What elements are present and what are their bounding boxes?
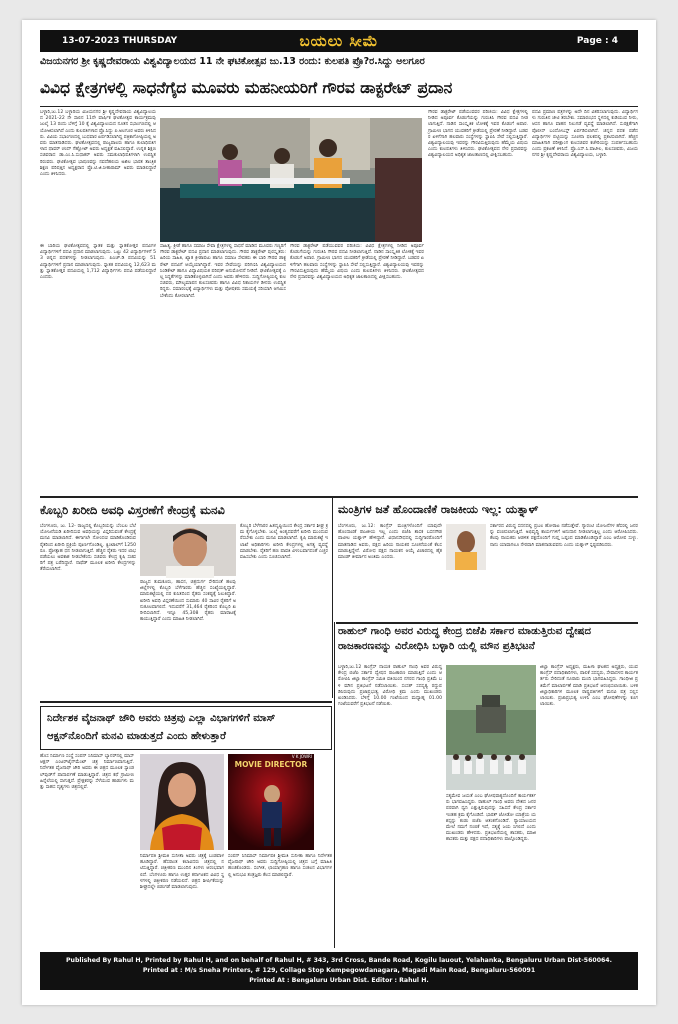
imprint-footer: [40, 952, 638, 990]
issue-date: 13-07-2023 THURSDAY: [62, 36, 178, 46]
divider: [40, 701, 332, 703]
article-text: ಸತ್ಯಮೇವ ಜಯತೆ ಎಂಬ ಘೋಷವಾಕ್ಯದೊಂದಿಗೆ ಕಾರ್ಯಕರ್ತರು ಭಾಗವಹಿಸಿದ್ದರು. ರಾಹುಲ್ ಗಾಂಧಿ ಅವರು ದೇಶದ ಜನರ ಪರವಾಗಿ ಧ್ವನಿ ಎತ್ತುತ್ತಿರುವುದನ್ನು ಸಹಿಸದೆ ಕೇಂದ್ರ ಸರ್ಕಾರ ಇಂತಹ ಕ್ರಮ ಕೈಗೊಂಡಿದೆ. ಭಾರತ್ ಜೋಡೋ ಯಾತ್ರೆಯ ಯಶಸ್ಸನ್ನು ಕಂಡು ಬಿಜೆಪಿ ಆತಂಕಗೊಂಡಿದೆ. ನ್ಯಾಯಾಲಯದ ಮೇಲೆ ನಮಗೆ ನಂಬಿಕೆ ಇದೆ, ಸತ್ಯಕ್ಕೆ ಜಯ ಸಿಗಲಿದೆ ಎಂದು ಮುಖಂಡರು ಹೇಳಿದರು. ಪ್ರತಿಭಟನೆಯಲ್ಲಿ ಶಾಸಕರು, ಮಾಜಿ ಶಾಸಕರು ಮತ್ತು ಪಕ್ಷದ ಪದಾಧಿಕಾರಿಗಳು ಪಾಲ್ಗೊಂಡಿದ್ದರು.: [446, 794, 538, 843]
divider: [332, 498, 333, 698]
producer-portrait: [140, 754, 224, 850]
poster-label: MOVIE DIRECTOR: [234, 760, 308, 769]
divider: [334, 622, 335, 948]
kobbari-photo: [140, 524, 236, 576]
director-poster: [228, 754, 314, 850]
article-text: ಹೊಸ ನಿರ್ಮಾಣ ಸಂಸ್ಥೆ ಸಂಪನ್ ಸಿನಿಮಾಸ್ ಬ್ಯಾನರ್‌ನಲ್ಲಿ ಮಾಸ್ ಆಕ್ಷನ್ ಎಂಟರ್‌ಟೈನ್‌ಮೆಂಟ್ ಚಿತ್ರ ನಿರ್ಮಾಣವಾಗುತ್ತಿದೆ. ನಿರ್ದೇಶಕ ವೈಜನಾಥ್ ಜೌರಿ ಅವರು ಈ ಚಿತ್ರದ ಮೂಲಕ ಸ್ಯಾಂಡಲ್‌ವುಡ್‌ಗೆ ಪಾದಾರ್ಪಣೆ ಮಾಡುತ್ತಿದ್ದಾರೆ. ಚಿತ್ರದ ಕಥೆ ಗ್ರಾಮೀಣ ಹಿನ್ನೆಲೆಯಲ್ಲಿ ಸಾಗುತ್ತದೆ. ಪ್ರೇಕ್ಷಕರನ್ನು ಸೆಳೆಯುವ ಹಾಡುಗಳು ಮತ್ತು ಸಾಹಸ ದೃಶ್ಯಗಳು ಚಿತ್ರದಲ್ಲಿವೆ.: [40, 754, 136, 791]
protest-image: [446, 665, 536, 790]
yatnal-headline: ಮಂತ್ರಿಗಳ ಜತೆ ಹೊಂದಾಣಿಕೆ ರಾಜಕೀಯ ಇಲ್ಲ: ಯತ್ನಾಳ್: [338, 503, 539, 516]
kobbari-column: [40, 524, 136, 700]
article-text: ಬೆಂಗಳೂರು, ಜು.12: ಕಾಂಗ್ರೆಸ್ ಮಂತ್ರಿಗಳೊಂದಿಗೆ ಯಾವುದೇ ಹೊಂದಾಣಿಕೆ ರಾಜಕೀಯ ಇಲ್ಲ ಎಂದು ಬಿಜೆಪಿ ಶಾಸಕ ಬಸನಗೌಡ ಪಾಟೀಲ ಯತ್ನಾಳ್ ಹೇಳಿದ್ದಾರೆ. ವಿಧಾನಸೌಧದಲ್ಲಿ ಸುದ್ದಿಗಾರರೊಂದಿಗೆ ಮಾತನಾಡಿದ ಅವರು, ಪಕ್ಷದ ಹಿರಿಯ ನಾಯಕರ ಸೂಚನೆಯಂತೆ ಕೆಲಸ ಮಾಡುತ್ತಿದ್ದೇನೆ. ವಿರೋಧ ಪಕ್ಷದ ನಾಯಕನ ಆಯ್ಕೆ ವಿಚಾರದಲ್ಲಿ ಹೈಕಮಾಂಡ್ ತೀರ್ಮಾನ ಅಂತಿಮ ಎಂದರು.: [338, 524, 444, 561]
top-story-column: [290, 244, 424, 492]
director-column: [40, 754, 134, 948]
director-column: [140, 854, 224, 948]
rahul-photo: [446, 665, 536, 790]
top-story-column: [160, 244, 286, 492]
imprint-line: Printed At : Bengaluru Urban Dist. Editor : Rahul H.: [249, 977, 429, 984]
rahul-column: [446, 794, 536, 947]
newspaper-logo: ಬಯಲು ಸೀಮೆ: [299, 32, 379, 50]
article-text: ಸರ್ಕಾರದ ವಿರುದ್ಧ ಸದನದಲ್ಲಿ ಪ್ರಬಲ ಹೋರಾಟ ನಡೆಸುತ್ತೇವೆ. ಗ್ಯಾರಂಟಿ ಯೋಜನೆಗಳ ಹೆಸರಲ್ಲಿ ಜನರನ್ನು ವಂಚಿಸಲಾಗುತ್ತಿದೆ. ಅಭಿವೃದ್ಧಿ ಕಾರ್ಯಗಳಿಗೆ ಅನುದಾನ ನೀಡಲಾಗುತ್ತಿಲ್ಲ ಎಂದು ಆರೋಪಿಸಿದರು. ಕೆಲವು ನಾಯಕರು ಆಡಳಿತ ಪಕ್ಷದೊಂದಿಗೆ ಗುಪ್ತ ಒಪ್ಪಂದ ಮಾಡಿಕೊಂಡಿದ್ದಾರೆ ಎಂಬ ಆರೋಪ ಸುಳ್ಳು. ನಾನು ಯಾವಾಗಲೂ ನೇರವಾಗಿ ಮಾತನಾಡುವವನು ಎಂದು ಯತ್ನಾಳ್ ಸ್ಪಷ್ಟಪಡಿಸಿದರು.: [490, 524, 640, 548]
kobbari-column: [240, 524, 328, 700]
divider: [336, 622, 638, 624]
top-story-headline: ವಿವಿಧ ಕ್ಷೇತ್ರಗಳಲ್ಲಿ ಸಾಧನೆಗೈದ ಮೂವರು ಮಹನೀಯರಿಗೆ ಗೌರವ ಡಾಕ್ಟರೇಟ್ ಪ್ರದಾನ: [40, 79, 453, 97]
divider: [40, 496, 638, 498]
article-text: ನಿರ್ಮಾಪಕಿ ಶ್ರೀಮತಿ ಸುನೀತಾ ಅವರು ಚಿತ್ರಕ್ಕೆ ಬಂಡವಾಳ ಹೂಡಿದ್ದಾರೆ. ಹೆಸರಾಂತ ಕಲಾವಿದರು ಚಿತ್ರದಲ್ಲಿ ನಟಿಸುತ್ತಿದ್ದಾರೆ. ಚಿತ್ರೀಕರಣ ಮುಂದಿನ ತಿಂಗಳು ಆರಂಭವಾಗಲಿದೆ. ಬೆಂಗಳೂರು ಹಾಗೂ ಉತ್ತರ ಕರ್ನಾಟಕದ ವಿವಿಧ ಸ್ಥಳಗಳಲ್ಲಿ ಚಿತ್ರೀಕರಣ ನಡೆಯಲಿದೆ. ಚಿತ್ರದ ಶೀರ್ಷಿಕೆಯನ್ನು ಶೀಘ್ರದಲ್ಲೇ ಬಿಡುಗಡೆ ಮಾಡಲಾಗುವುದು.: [140, 854, 226, 891]
top-story-column: [40, 110, 156, 238]
article-text: ಜಿಲ್ಲಾ ಕಾಂಗ್ರೆಸ್ ಅಧ್ಯಕ್ಷರು, ಮಹಿಳಾ ಘಟಕದ ಅಧ್ಯಕ್ಷರು, ಯುವ ಕಾಂಗ್ರೆಸ್ ಪದಾಧಿಕಾರಿಗಳು, ಪಾಲಿಕೆ ಸದಸ್ಯರು, ಸೇವಾದಳದ ಕಾರ್ಯಕರ್ತರು ಸೇರಿದಂತೆ ನೂರಾರು ಮಂದಿ ಭಾಗವಹಿಸಿದ್ದರು. ಗಾಂಧೀಜಿ ಪ್ರತಿಮೆಗೆ ಮಾಲಾರ್ಪಣೆ ಮಾಡಿ ಪ್ರತಿಭಟನೆ ಆರಂಭಿಸಲಾಯಿತು. ಬಳಿಕ ಜಿಲ್ಲಾಧಿಕಾರಿಗಳ ಮೂಲಕ ರಾಷ್ಟ್ರಪತಿಗಳಿಗೆ ಮನವಿ ಪತ್ರ ಸಲ್ಲಿಸಲಾಯಿತು. ಪ್ರಜಾಪ್ರಭುತ್ವ ಉಳಿಸಿ ಎಂಬ ಘೋಷಣೆಗಳನ್ನು ಕೂಗಲಾಯಿತು.: [540, 665, 640, 708]
yatnal-column: [338, 524, 442, 620]
rahul-headline: ರಾಹುಲ್ ಗಾಂಧಿ ಅವರ ವಿರುದ್ಧ ಕೇಂದ್ರ ಬಿಜೆಪಿ ಸರ್ಕಾರ ಮಾಡುತ್ತಿರುವ ದ್ವೇಷದ ರಾಜಕಾರಣವನ್ನು ವಿರೋಧಿಸಿ ಬಳ್ಳಾರಿ ಯಲ್ಲಿ ಮೌನ ಪ್ರತಿಭಟನೆ: [338, 626, 592, 652]
kobbari-headline: ಕೊಬ್ಬರಿ ಖರೀದಿ ಅವಧಿ ವಿಸ್ತರಣೆಗೆ ಕೇಂದ್ರಕ್ಕೆ ಮನವಿ: [40, 503, 225, 517]
yatnal-portrait: [446, 524, 486, 570]
article-text: ಈ ಬಾರಿಯ ಘಟಿಕೋತ್ಸವದಲ್ಲಿ ಸ್ನಾತಕ ಮತ್ತು ಸ್ನಾತಕೋತ್ತರ ಪದವಿಗಳ ವಿದ್ಯಾರ್ಥಿಗಳಿಗೆ ಪದವಿ ಪ್ರದಾನ ಮಾಡಲಾಗುವುದು. ಒಟ್ಟು 42 ವಿದ್ಯಾರ್ಥಿಗಳಿಗೆ 53 ಚಿನ್ನದ ಪದಕಗಳನ್ನು ನೀಡಲಾಗುವುದು. ಪಿಎಚ್.ಡಿ ಪದವಿಯನ್ನು 51 ವಿದ್ಯಾರ್ಥಿಗಳಿಗೆ ಪ್ರದಾನ ಮಾಡಲಾಗುವುದು. ಸ್ನಾತಕ ಪದವಿಯಲ್ಲಿ 12,623 ಮತ್ತು ಸ್ನಾತಕೋತ್ತರ ಪದವಿಯಲ್ಲಿ 1,712 ವಿದ್ಯಾರ್ಥಿಗಳು ಪದವಿ ಪಡೆಯಲಿದ್ದಾರೆ ಎಂದರು.: [40, 244, 158, 281]
masthead: [40, 30, 638, 52]
article-text: ಗೌರವ ಡಾಕ್ಟರೇಟ್ ಪಡೆಯುವವರ ಪರಿಚಯ: ವಿವಿಧ ಕ್ಷೇತ್ರಗಳಲ್ಲಿ ನೀಡಿದ ಅಪೂರ್ವ ಕೊಡುಗೆಯನ್ನು ಗುರುತಿಸಿ ಗೌರವ ಪದವಿ ನೀಡಲಾಗುತ್ತಿದೆ. ನಾಡಿನ ಸಾಂಸ್ಕೃತಿಕ ಲೋಕಕ್ಕೆ ಇವರ ಕೊಡುಗೆ ಅಪಾರ. ಗ್ರಾಮೀಣ ಭಾಗದ ಯುವಕರಿಗೆ ಕ್ರೀಡೆಯಲ್ಲಿ ಪ್ರೇರಣೆ ನೀಡಿದ್ದಾರೆ. ಬಡವರ ಏಳಿಗೆಗಾಗಿ ಹಲವಾರು ಸಂಸ್ಥೆಗಳನ್ನು ಸ್ಥಾಪಿಸಿ ಸೇವೆ ಸಲ್ಲಿಸುತ್ತಿದ್ದಾರೆ. ವಿಶ್ವವಿದ್ಯಾಲಯವು ಇವರನ್ನು ಗೌರವಿಸುತ್ತಿರುವುದು ಹೆಮ್ಮೆಯ ವಿಷಯ ಎಂದು ಕುಲಪತಿಗಳು ತಿಳಿಸಿದರು. ಘಟಿಕೋತ್ಸವದ ನೇರ ಪ್ರಸಾರವನ್ನು ವಿಶ್ವವಿದ್ಯಾಲಯದ ಅಧಿಕೃತ ಜಾಲತಾಣದಲ್ಲಿ ವೀಕ್ಷಿಸಬಹುದು.: [290, 244, 426, 281]
top-story-column: [40, 244, 156, 492]
article-text: ಸಾಹಿತ್ಯ, ಕ್ರೀಡೆ ಹಾಗೂ ಸಮಾಜ ಸೇವಾ ಕ್ಷೇತ್ರಗಳಲ್ಲಿ ಸಾಧನೆ ಮಾಡಿದ ಮೂವರು ಗಣ್ಯರಿಗೆ ಗೌರವ ಡಾಕ್ಟರೇಟ್ ಪದವಿ ಪ್ರದಾನ ಮಾಡಲಾಗುವುದು. ಗೌರವ ಡಾಕ್ಟರೇಟ್ ಪುರಸ್ಕೃತರು: ಹಿರಿಯ ಸಾಹಿತಿ, ಖ್ಯಾತ ಕ್ರೀಡಾಪಟು ಹಾಗೂ ಸಮಾಜ ಸೇವಕರು ಈ ಬಾರಿ ಗೌರವ ಡಾಕ್ಟರೇಟ್ ಪದವಿಗೆ ಆಯ್ಕೆಯಾಗಿದ್ದಾರೆ. ಇವರ ಸೇವೆಯನ್ನು ಪರಿಗಣಿಸಿ ವಿಶ್ವವಿದ್ಯಾಲಯದ ಸಿಂಡಿಕೇಟ್ ಹಾಗೂ ವಿದ್ಯಾವಿಷಯಕ ಪರಿಷತ್ ಅನುಮೋದನೆ ನೀಡಿದೆ. ಘಟಿಕೋತ್ಸವಕ್ಕೆ ಎಲ್ಲ ಸಿದ್ಧತೆಗಳನ್ನು ಮಾಡಿಕೊಳ್ಳಲಾಗಿದೆ ಎಂದು ಅವರು ಹೇಳಿದರು. ಸುದ್ದಿಗೋಷ್ಠಿಯಲ್ಲಿ ಕುಲಸಚಿವರು, ಮೌಲ್ಯಮಾಪನ ಕುಲಸಚಿವರು ಹಾಗೂ ವಿವಿಧ ನಿಕಾಯಗಳ ಡೀನರು ಉಪಸ್ಥಿತರಿದ್ದರು. ಸಮಾರಂಭಕ್ಕೆ ವಿದ್ಯಾರ್ಥಿಗಳು ಮತ್ತು ಪೋಷಕರು ಸಮಯಕ್ಕೆ ಸರಿಯಾಗಿ ಆಗಮಿಸಬೇಕೆಂದು ಕೋರಲಾಗಿದೆ.: [160, 244, 288, 299]
article-text: ರಾಜ್ಯದ ತುಮಕೂರು, ಹಾಸನ, ಚಿತ್ರದುರ್ಗ ಸೇರಿದಂತೆ ಹಲವು ಜಿಲ್ಲೆಗಳಲ್ಲಿ ಕೊಬ್ಬರಿ ಬೆಳೆಗಾರರು ಹೆಚ್ಚಿನ ಸಂಖ್ಯೆಯಲ್ಲಿದ್ದಾರೆ. ಮಾರುಕಟ್ಟೆಯಲ್ಲಿ ದರ ಕುಸಿತದಿಂದ ರೈತರು ಸಂಕಷ್ಟಕ್ಕೆ ಸಿಲುಕಿದ್ದಾರೆ. ಖರೀದಿ ಅವಧಿ ವಿಸ್ತರಣೆಯಿಂದ ಸುಮಾರು 40 ಸಾವಿರ ರೈತರಿಗೆ ಅನುಕೂಲವಾಗಲಿದೆ. ಇದುವರೆಗೆ 31,464 ರೈತರಿಂದ ಕೊಬ್ಬರಿ ಖರೀದಿಸಲಾಗಿದೆ. ಇನ್ನೂ 45,308 ರೈತರು ಮಾರಾಟಕ್ಕೆ ಕಾಯುತ್ತಿದ್ದಾರೆ ಎಂದು ಮಾಹಿತಿ ನೀಡಲಾಗಿದೆ.: [140, 580, 238, 623]
rahul-column: [540, 665, 638, 947]
page-number: Page : 4: [576, 36, 618, 46]
imprint-line: Printed at : M/s Sneha Printers, # 129, Collage Stop Kempegowdanagara, Magadi Main Road, Bengaluru-560091: [142, 967, 536, 974]
article-text: ಪದವಿ ಪ್ರಮಾಣ ಪತ್ರಗಳನ್ನು ಅದೇ ದಿನ ವಿತರಿಸಲಾಗುವುದು. ವಿದ್ಯಾರ್ಥಿಗಳು ಗುರುತಿನ ಚೀಟಿ ತರಬೇಕು. ಸಮಾರಂಭದ ಸ್ಥಳದಲ್ಲಿ ಕುಡಿಯುವ ನೀರು, ಆಸನ ಹಾಗೂ ವಾಹನ ನಿಲುಗಡೆ ವ್ಯವಸ್ಥೆ ಮಾಡಲಾಗಿದೆ. ಸುರಕ್ಷತೆಗಾಗಿ ಪೊಲೀಸ್ ಬಂದೋಬಸ್ತ್ ಏರ್ಪಡಿಸಲಾಗಿದೆ. ಚಿನ್ನದ ಪದಕ ಪಡೆದ ವಿದ್ಯಾರ್ಥಿಗಳ ಪಟ್ಟಿಯನ್ನು ಸೂಚನಾ ಫಲಕದಲ್ಲಿ ಪ್ರಕಟಿಸಲಾಗಿದೆ. ಹೆಚ್ಚಿನ ಮಾಹಿತಿಗಾಗಿ ಪರೀಕ್ಷಾಂಗ ಕುಲಸಚಿವರ ಕಚೇರಿಯನ್ನು ಸಂಪರ್ಕಿಸಬಹುದು ಎಂದು ಪ್ರಕಟಣೆ ತಿಳಿಸಿದೆ. ಪ್ರೊ.ಎಸ್.ಸಿ.ಪಾಟೀಲ, ಕುಲಸಚಿವರು, ವಿಜಯನಗರ ಶ್ರೀ ಕೃಷ್ಣದೇವರಾಯ ವಿಶ್ವವಿದ್ಯಾಲಯ, ಬಳ್ಳಾರಿ.: [532, 110, 640, 159]
director-headline-box: [40, 706, 332, 750]
divider: [40, 106, 638, 107]
producer-photo: [140, 754, 224, 850]
yatnal-column: [490, 524, 638, 620]
director-column: [228, 854, 332, 948]
article-text: ಸಂಪನ್ ಸಿನಿಮಾಸ್ ನಿರ್ಮಾಪಕಿ ಶ್ರೀಮತಿ ಸುನೀತಾ ಹಾಗೂ ನಿರ್ದೇಶಕ ವೈಜನಾಥ್ ಜೌರಿ ಅವರು ಸುದ್ದಿಗೋಷ್ಠಿಯಲ್ಲಿ ಚಿತ್ರದ ಬಗ್ಗೆ ಮಾಹಿತಿ ಹಂಚಿಕೊಂಡರು. ಸಂಗೀತ, ಛಾಯಾಗ್ರಹಣ ಹಾಗೂ ಸಂಕಲನ ವಿಭಾಗಗಳಲ್ಲಿ ಅನುಭವಿ ತಂತ್ರಜ್ಞರು ಕೆಲಸ ಮಾಡಲಿದ್ದಾರೆ.: [228, 854, 334, 878]
article-text: ಬಳ್ಳಾರಿ,ಜು.12 ಕಾಂಗ್ರೆಸ್ ನಾಯಕ ರಾಹುಲ್ ಗಾಂಧಿ ಅವರ ವಿರುದ್ಧ ಕೇಂದ್ರ ಬಿಜೆಪಿ ಸರ್ಕಾರ ದ್ವೇಷದ ರಾಜಕಾರಣ ಮಾಡುತ್ತಿದೆ ಎಂದು ಆರೋಪಿಸಿ ಜಿಲ್ಲಾ ಕಾಂಗ್ರೆಸ್ ಸಮಿತಿ ವತಿಯಿಂದ ನಗರದ ಗಾಂಧಿ ಪ್ರತಿಮೆ ಬಳಿ ಮೌನ ಪ್ರತಿಭಟನೆ ನಡೆಸಲಾಯಿತು. ಸಂಸತ್ ಸದಸ್ಯತ್ವ ರದ್ದುಪಡಿಸಿರುವುದು ಪ್ರಜಾಪ್ರಭುತ್ವ ವಿರೋಧಿ ಕ್ರಮ ಎಂದು ಮುಖಂಡರು ಖಂಡಿಸಿದರು. ಬೆಳಿಗ್ಗೆ 10.00 ಗಂಟೆಯಿಂದ ಮಧ್ಯಾಹ್ನ 01.00 ಗಂಟೆಯವರೆಗೆ ಪ್ರತಿಭಟನೆ ನಡೆಯಿತು.: [338, 665, 444, 708]
imprint-line: Published By Rahul H, Printed by Rahul H, and on behalf of Rahul H, # 343, 3rd Cross, Bande Road, Kogilu lauout, Yelahanka, Bengaluru Urban Dist-560064.: [66, 957, 612, 964]
article-text: ಕೊಬ್ಬರಿ ಬೆಳೆಗಾರರ ಹಿತದೃಷ್ಟಿಯಿಂದ ಕೇಂದ್ರ ಸರ್ಕಾರ ಶೀಘ್ರ ಕ್ರಮ ಕೈಗೊಳ್ಳಬೇಕು. ಜುಲೈ ಅಂತ್ಯದವರೆಗೆ ಖರೀದಿ ಮುಂದುವರೆಸಬೇಕು ಎಂದು ಮನವಿ ಮಾಡಲಾಗಿದೆ. ಕೃಷಿ ಮಾರುಕಟ್ಟೆ ಇಲಾಖೆ ಅಧಿಕಾರಿಗಳು ಖರೀದಿ ಕೇಂದ್ರಗಳಲ್ಲಿ ಅಗತ್ಯ ವ್ಯವಸ್ಥೆ ಮಾಡಬೇಕು. ರೈತರಿಗೆ ಹಣ ಪಾವತಿ ವಿಳಂಬವಾಗದಂತೆ ಎಚ್ಚರ ವಹಿಸಬೇಕು ಎಂದು ಸೂಚಿಸಲಾಗಿದೆ.: [240, 524, 330, 561]
kobbari-column: [140, 580, 236, 700]
top-story-column: [428, 110, 528, 492]
poster-name: V K JOWRI: [291, 754, 312, 759]
minister-portrait: [140, 524, 236, 576]
top-story-column: [532, 110, 638, 492]
top-story-photo: [160, 118, 422, 242]
yatnal-photo: [446, 524, 486, 570]
director-headline: ನಿರ್ದೇಶಕ ವೈಜನಾಥ್ ಜೌರಿ ಅವರು ಚಿತ್ರವು ಎಲ್ಲಾ ವಿಭಾಗಗಳಿಗೆ ಮಾಸ್ ಆಕ್ಷನ್‌ನೊಂದಿಗೆ ಮನವಿ ಮಾಡುತ್ತದೆ ಎಂದು ಹೇಳುತ್ತಾರೆ: [47, 713, 276, 742]
newspaper-page: [22, 20, 656, 1005]
article-text: ಗೌರವ ಡಾಕ್ಟರೇಟ್ ಪಡೆಯುವವರ ಪರಿಚಯ: ವಿವಿಧ ಕ್ಷೇತ್ರಗಳಲ್ಲಿ ನೀಡಿದ ಅಪೂರ್ವ ಕೊಡುಗೆಯನ್ನು ಗುರುತಿಸಿ ಗೌರವ ಪದವಿ ನೀಡಲಾಗುತ್ತಿದೆ. ನಾಡಿನ ಸಾಂಸ್ಕೃತಿಕ ಲೋಕಕ್ಕೆ ಇವರ ಕೊಡುಗೆ ಅಪಾರ. ಗ್ರಾಮೀಣ ಭಾಗದ ಯುವಕರಿಗೆ ಕ್ರೀಡೆಯಲ್ಲಿ ಪ್ರೇರಣೆ ನೀಡಿದ್ದಾರೆ. ಬಡವರ ಏಳಿಗೆಗಾಗಿ ಹಲವಾರು ಸಂಸ್ಥೆಗಳನ್ನು ಸ್ಥಾಪಿಸಿ ಸೇವೆ ಸಲ್ಲಿಸುತ್ತಿದ್ದಾರೆ. ವಿಶ್ವವಿದ್ಯಾಲಯವು ಇವರನ್ನು ಗೌರವಿಸುತ್ತಿರುವುದು ಹೆಮ್ಮೆಯ ವಿಷಯ ಎಂದು ಕುಲಪತಿಗಳು ತಿಳಿಸಿದರು. ಘಟಿಕೋತ್ಸವದ ನೇರ ಪ್ರಸಾರವನ್ನು ವಿಶ್ವವಿದ್ಯಾಲಯದ ಅಧಿಕೃತ ಜಾಲತಾಣದಲ್ಲಿ ವೀಕ್ಷಿಸಬಹುದು.: [428, 110, 530, 159]
article-text: ಬಳ್ಳಾರಿ,ಜು.12 ಬಳ್ಳಾರಿಯ ವಿಜಯನಗರ ಶ್ರೀ ಕೃಷ್ಣದೇವರಾಯ ವಿಶ್ವವಿದ್ಯಾಲಯದ 2021-22 ನೇ ಸಾಲಿನ 11ನೇ ವಾರ್ಷಿಕ ಘಟಿಕೋತ್ಸವ ಕಾರ್ಯಕ್ರಮವು ಜುಲೈ 13 ರಂದು ಬೆಳಿಗ್ಗೆ 10 ಕ್ಕೆ ವಿಶ್ವವಿದ್ಯಾಲಯದ ನೂತನ ಸಭಾಂಗಣದಲ್ಲಿ ಆಯೋಜಿಸಲಾಗಿದೆ ಎಂದು ಕುಲಪತಿಗಳಾದ ಪ್ರೊ.ಸಿದ್ದು ಪಿ.ಅಲಗೂರ ಅವರು ತಿಳಿಸಿದರು. ವಿವಿಯ ಸಭಾಂಗಣದಲ್ಲಿ ಬುಧವಾರ ಏರ್ಪಡಿಸಲಾಗಿದ್ದ ಪತ್ರಿಕಾಗೋಷ್ಠಿಯಲ್ಲಿ ಅವರು ಮಾತನಾಡಿದರು. ಘಟಿಕೋತ್ಸವದಲ್ಲಿ ರಾಜ್ಯಪಾಲರು ಹಾಗೂ ಕುಲಾಧಿಪತಿಗಳಾದ ಥಾವರ್ ಚಂದ್ ಗೆಹ್ಲೋಟ್ ಅವರು ಅಧ್ಯಕ್ಷತೆ ವಹಿಸಲಿದ್ದಾರೆ. ಉನ್ನತ ಶಿಕ್ಷಣ ಸಚಿವರಾದ ಡಾ.ಎಂ.ಸಿ.ಸುಧಾಕರ್ ಅವರು ಸಮಕುಲಾಧಿಪತಿಗಳಾಗಿ ಉಪಸ್ಥಿತರಿರುವರು. ಘಟಿಕೋತ್ಸವ ಭಾಷಣವನ್ನು ನವದೆಹಲಿಯ ಅಖಿಲ ಭಾರತ ತಾಂತ್ರಿಕ ಶಿಕ್ಷಣ ಪರಿಷತ್ತಿನ ಅಧ್ಯಕ್ಷರಾದ ಪ್ರೊ.ಟಿ.ಜಿ.ಸೀತಾರಾಮ್ ಅವರು ಮಾಡಲಿದ್ದಾರೆ ಎಂದು ತಿಳಿಸಿದರು.: [40, 110, 158, 178]
rahul-column: [338, 665, 442, 947]
top-story-kicker: ವಿಜಯನಗರ ಶ್ರೀ ಕೃಷ್ಣದೇವರಾಯ ವಿಶ್ವವಿದ್ಯಾಲಯದ 11 ನೇ ಘಟಿಕೋತ್ಸವ ಜು.13 ರಂದು: ಕುಲಪತಿ ಪ್ರೊ?ರ.ಸಿದ್ದು ಅಲಗೂರ: [40, 56, 425, 67]
article-text: ಬೆಂಗಳೂರು, ಜು. 12- ರಾಜ್ಯದಲ್ಲಿ ಕೊಬ್ಬರಿಯನ್ನು ಬೆಂಬಲ ಬೆಲೆ ಯೋಜನೆಯಡಿ ಖರೀದಿಸುವ ಅವಧಿಯನ್ನು ವಿಸ್ತರಿಸುವಂತೆ ಕೇಂದ್ರಕ್ಕೆ ಮನವಿ ಮಾಡಲಾಗಿದೆ. ಈಗಾಗಲೇ ನೋಂದಣಿ ಮಾಡಿಕೊಂಡಿರುವ ರೈತರಿಂದ ಖರೀದಿ ಪ್ರಕ್ರಿಯೆ ಪೂರ್ಣಗೊಂಡಿಲ್ಲ. ಕ್ವಿಂಟಾಲ್‌ಗೆ 1250 ರೂ. ಪ್ರೋತ್ಸಾಹ ಧನ ನೀಡಲಾಗುತ್ತಿದೆ. ಹೆಚ್ಚಿನ ರೈತರು ಇದರ ಲಾಭ ಪಡೆಯಲು ಅವಕಾಶ ನೀಡಬೇಕೆಂದು ಸಚಿವರು ಕೇಂದ್ರ ಕೃಷಿ ಸಚಿವರಿಗೆ ಪತ್ರ ಬರೆದಿದ್ದಾರೆ. ನಾಫೆಡ್ ಮೂಲಕ ಖರೀದಿ ಕೇಂದ್ರಗಳನ್ನು ತೆರೆಯಲಾಗಿದೆ.: [40, 524, 138, 573]
press-meet-image: [160, 118, 422, 242]
